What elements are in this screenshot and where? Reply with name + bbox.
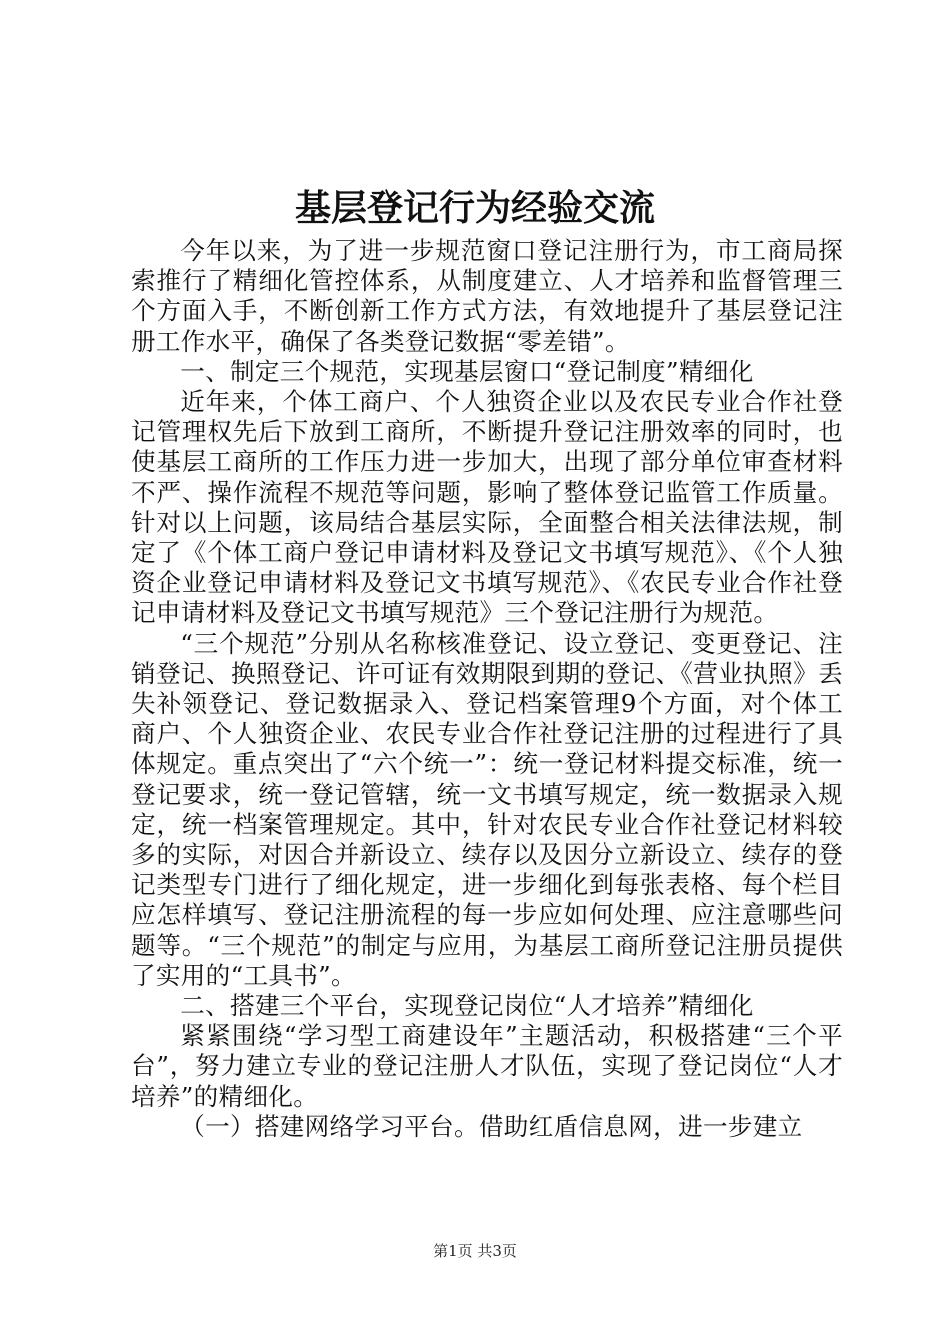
- paragraph-section-1-a: 近年来，个体工商户、个人独资企业以及农民专业合作社登记管理权先后下放到工商所，不断提升登记注册效率的同时，也使基层工商所的工作压力进一步加大，出现了部分单位审查材料不严、操作流程不规范等问题，影响了整体登记监管工作质量。针对以上问题，该局结合基层实际，全面整合相关法律法规，制定了《个体工商户登记申请材料及登记文书填写规范》、《个人独资企业登记申请材料及登记文书填写规范》、《农民专业合作社登记申请材料及登记文书填写规范》三个登记注册行为规范。: [131, 387, 843, 628]
- paragraph-section-2-a: 紧紧围绕“学习型工商建设年”主题活动，积极搭建“三个平台”，努力建立专业的登记注册人才队伍，实现了登记岗位“人才培养”的精细化。: [131, 1021, 843, 1111]
- document-title: 基层登记行为经验交流: [294, 187, 655, 229]
- section-heading-2: 二、搭建三个平台，实现登记岗位“人才培养”精细化: [180, 991, 754, 1021]
- document-body: [131, 236, 843, 1142]
- paragraph-section-1-b: “三个规范”分别从名称核准登记、设立登记、变更登记、注销登记、换照登记、许可证有效期限到期的登记、《营业执照》丢失补领登记、登记数据录入、登记档案管理9个方面，对个体工商户、个人独资企业、农民专业合作社登记注册的过程进行了具体规定。重点突出了“六个统一”：统一登记材料提交标准，统一登记要求，统一登记管辖，统一文书填写规定，统一数据录入规定，统一档案管理规定。其中，针对农民专业合作社登记材料较多的实际，对因合并新设立、续存以及因分立新设立、续存的登记类型专门进行了细化规定，进一步细化到每张表格、每个栏目应怎样填写、登记注册流程的每一步应如何处理、应注意哪些问题等。“三个规范”的制定与应用，为基层工商所登记注册员提供了实用的“工具书”。: [131, 628, 843, 990]
- section-heading-1: 一、制定三个规范，实现基层窗口“登记制度”精细化: [180, 356, 754, 386]
- paragraph-section-2-b: （一）搭建网络学习平台。借助红盾信息网，进一步建立: [180, 1111, 803, 1141]
- paragraph-intro: 今年以来，为了进一步规范窗口登记注册行为，市工商局探索推行了精细化管控体系，从制度建立、人才培养和监督管理三个方面入手，不断创新工作方式方法，有效地提升了基层登记注册工作水平，确保了各类登记数据“零差错”。: [131, 236, 843, 356]
- page-number: 第1页 共3页: [433, 1242, 517, 1260]
